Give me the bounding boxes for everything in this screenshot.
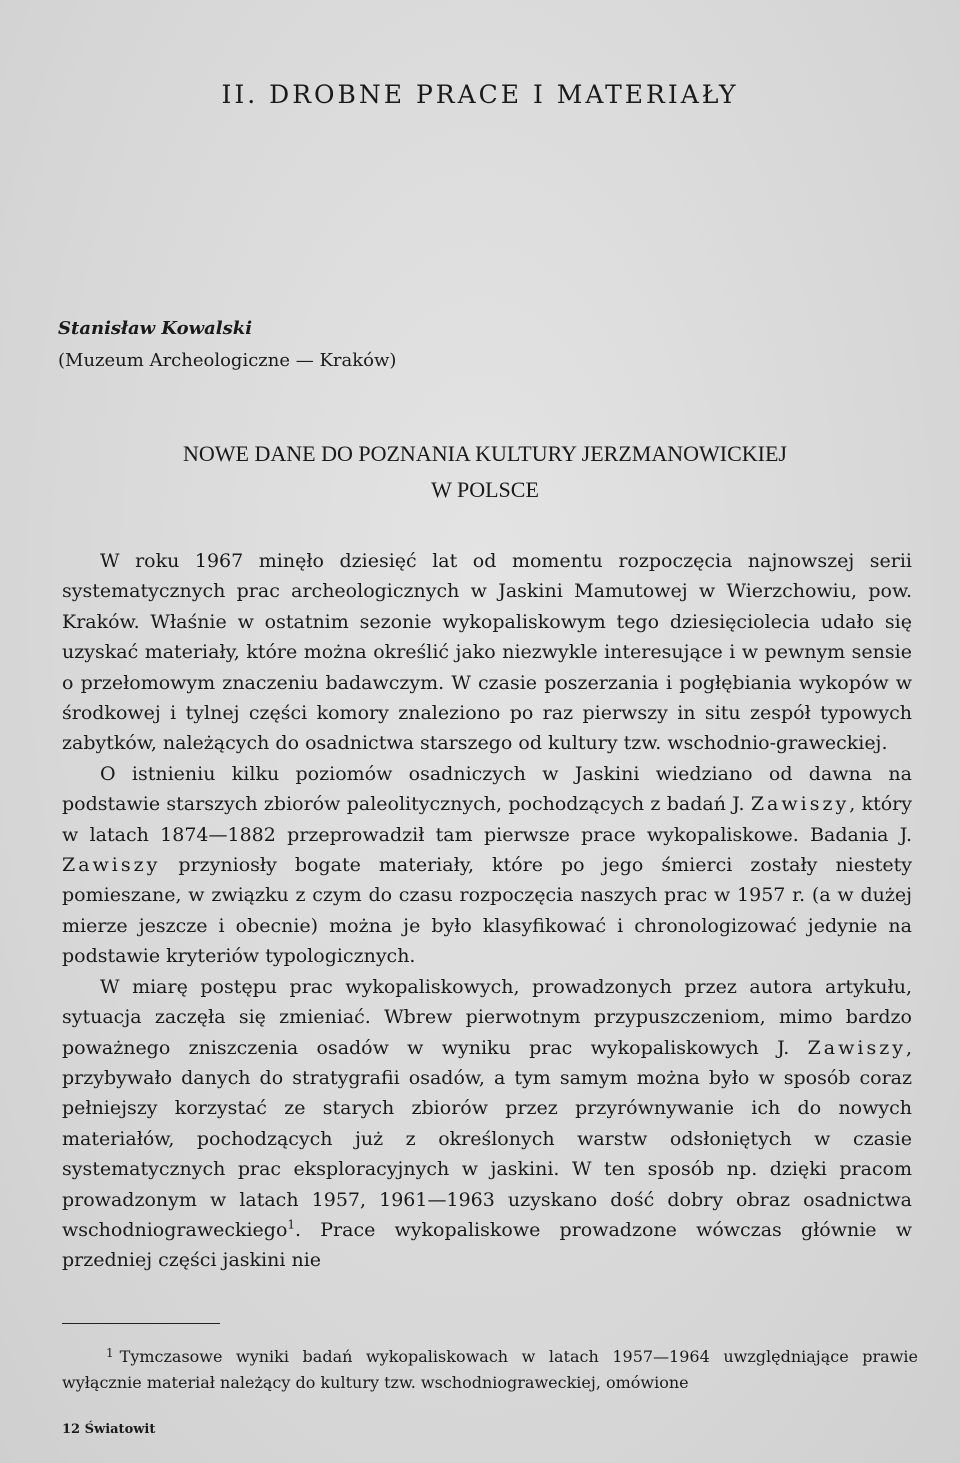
- paragraph-3-text-c: . Prace wykopaliskowe prowadzone wówczas głównie w przedniej części jaskini nie: [62, 1218, 912, 1272]
- article-body: [62, 546, 912, 1276]
- paragraph-1: W roku 1967 minęło dziesięć lat od momentu rozpoczęcia najnowszej serii systematycznych prac archeologicznych w Jaskini Mamutowej w Wierzchowiu, pow. Kraków. Właśnie w ostatnim sezonie wykopaliskowym tego dziesięciolecia udało się uzyskać materiały, które można określić jako niezwykle interesujące i w pewnym sensie o przełomowym znaczeniu badawczym. W czasie poszerzania i pogłębiania wykopów w środkowej i tylnej części komory znaleziono po raz pierwszy in situ zespół typowych zabytków, należących do osadnictwa starszego od kultury tzw. wschodnio-graweckiej.: [62, 550, 912, 755]
- footnote-text: Tymczasowe wyniki badań wykopaliskowach w latach 1957—1964 uwzględniające prawie wyłącznie materiał należący do kultury tzw. wschodniograweckiej, omówione: [62, 1347, 918, 1392]
- footnote-reference[interactable]: 1: [287, 1217, 296, 1232]
- article-title-line2: W POLSCE: [431, 477, 539, 502]
- footnote-divider: [62, 1323, 220, 1324]
- person-name: Zawiszy: [750, 793, 850, 816]
- printer-signature: 12 Światowit: [62, 1422, 156, 1437]
- author-name: Stanisław Kowalski: [58, 318, 253, 339]
- article-title: [60, 436, 910, 508]
- paragraph-2-text-b: , który w latach 1874—1882 przeprowadził tam pierwsze prace wykopaliskowe. Badania J.: [62, 793, 913, 846]
- paragraph-2-text-c: przyniosły bogate materiały, które po jego śmierci zostały niestety pomieszane, w związku z czym do czasu rozpoczęcia naszych prac w 1957 r. (a w dużej mierze jeszcze i obecnie) można je było klasyfikować i chronologizować jedynie na podstawie kryteriów typologicznych.: [62, 854, 912, 968]
- paragraph-3-text-b: , przybywało danych do stratygrafii osadów, a tym samym można było w sposób coraz pełniejszy korzystać ze starych zbiorów przez przyrównywanie ich do nowych materiałów, pochodzących już z określonych warstw odsłoniętych w czasie systematycznych prac eksploracyjnych w jaskini. W ten sposób np. dzięki pracom prowadzonym w latach 1957, 1961—1963 uzyskano dość dobry obraz osadnictwa wschodniograweckiego: [62, 1036, 912, 1241]
- person-name: Zawiszy: [62, 854, 161, 877]
- person-name: Zawiszy: [807, 1036, 906, 1059]
- paragraph-2-text-a: O istnieniu kilku poziomów osadniczych w Jaskini wiedziano od dawna na podstawie starszych zbiorów paleolitycznych, pochodzących z badań J.: [62, 762, 912, 816]
- paragraph-3-text-a: W miarę postępu prac wykopaliskowych, prowadzonych przez autora artykułu, sytuacja zaczęła się zmieniać. Wbrew pierwotnym przypuszczeniom, mimo bardzo poważnego zniszczenia osadów w wyniku prac wykopaliskowych J.: [62, 975, 912, 1059]
- footnote: [62, 1340, 918, 1396]
- section-header: II. DROBNE PRACE I MATERIAŁY: [221, 80, 739, 109]
- paragraph-3: [62, 972, 912, 1276]
- author-affiliation: (Muzeum Archeologiczne — Kraków): [58, 350, 397, 371]
- footnote-mark: 1: [106, 1346, 114, 1360]
- article-title-line1: NOWE DANE DO POZNANIA KULTURY JERZMANOWICKIEJ: [183, 441, 787, 466]
- paragraph-2: [62, 759, 912, 972]
